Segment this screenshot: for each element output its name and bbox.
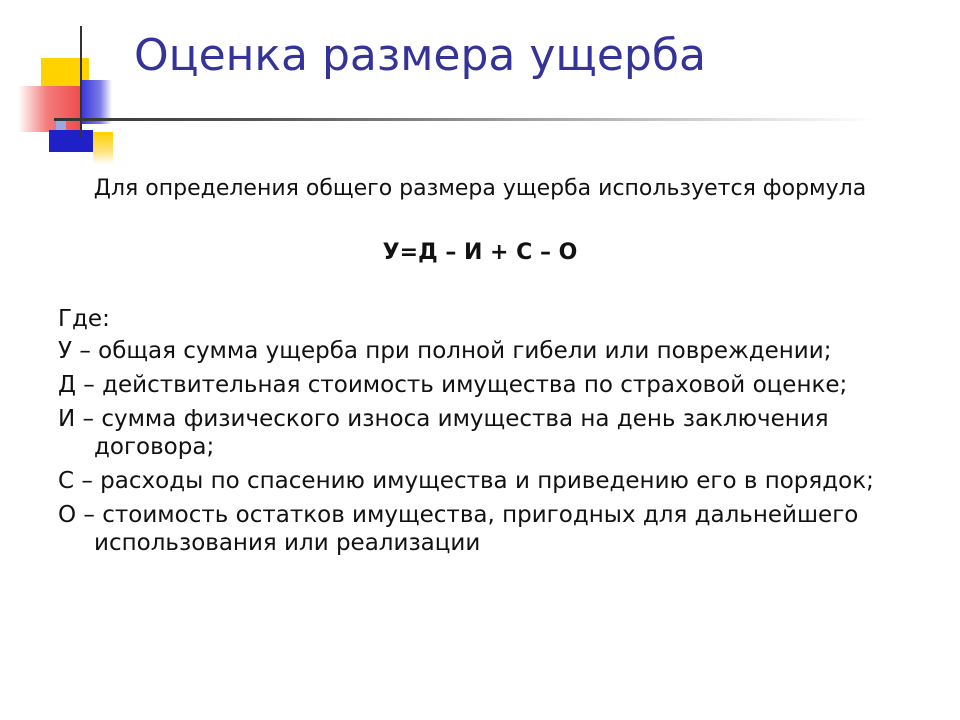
definition-item: Д – действительная стоимость имущества по страховой оценке; [58, 372, 848, 398]
vertical-rule [80, 26, 82, 138]
where-label: Где: [58, 306, 110, 332]
definition-item: С – расходы по спасению имущества и приведению его в порядок; [58, 468, 874, 494]
title-underline-rule [54, 118, 874, 121]
slide-title: Оценка размера ущерба [134, 30, 706, 81]
blue-bar-decoration [49, 130, 93, 152]
definitions-list [58, 337, 918, 563]
small-square-decoration [56, 120, 66, 130]
intro-text: Для определения общего размера ущерба используется формула [93, 176, 867, 201]
red-square-decoration [18, 86, 82, 132]
definition-item: О – стоимость остатков имущества, пригодных для дальнейшего использования или реализации [58, 502, 859, 556]
yellow-bar-decoration [93, 132, 113, 164]
definition-item: И – сумма физического износа имущества на день заключения договора; [58, 406, 829, 460]
definition-item: У – общая сумма ущерба при полной гибели или повреждении; [58, 338, 832, 364]
formula: У=Д – И + С – О [382, 240, 578, 265]
